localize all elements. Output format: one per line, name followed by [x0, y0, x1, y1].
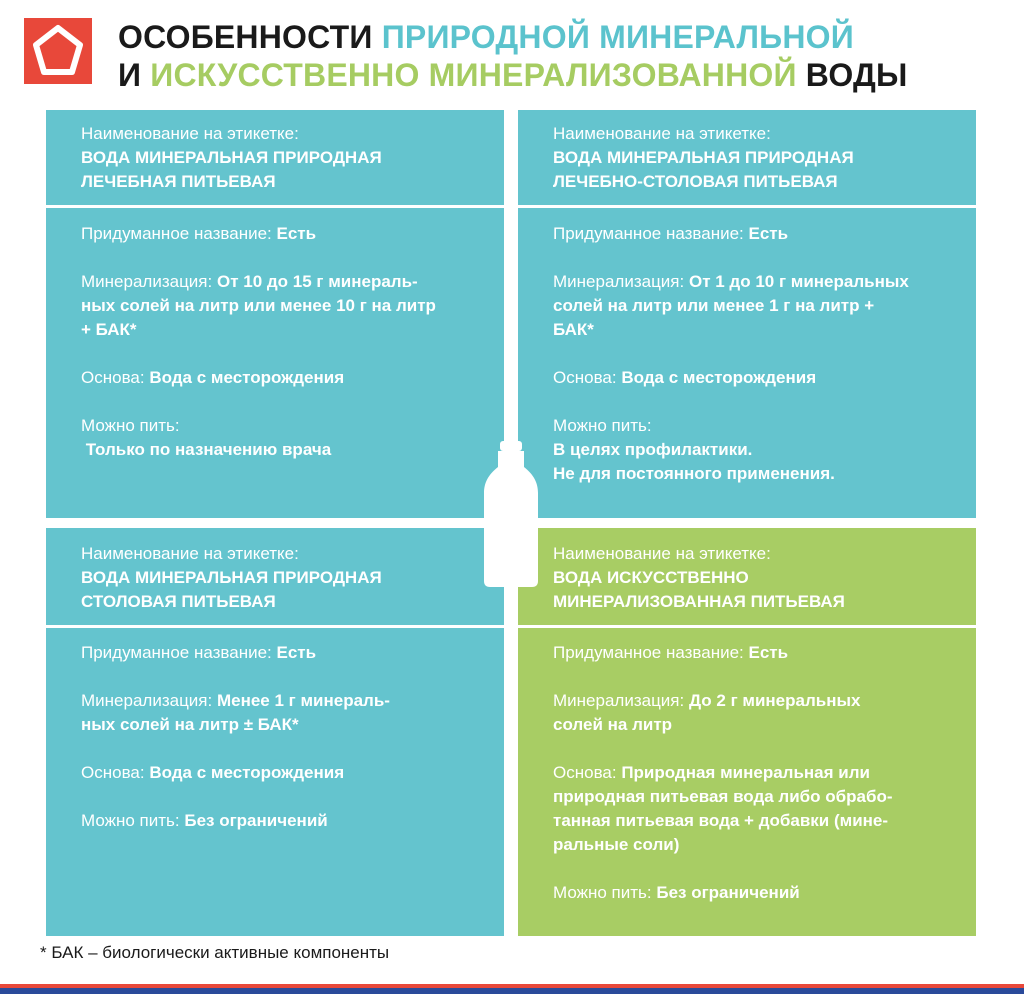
- base-value-cont: танная питьевая вода + добавки (мине-: [553, 811, 889, 830]
- base-label: Основа:: [553, 763, 622, 782]
- title-part: ВОДЫ: [796, 57, 908, 93]
- card-body: [46, 208, 504, 518]
- invented-name-value: Есть: [276, 224, 317, 243]
- base-value: Вода с месторождения: [149, 368, 345, 387]
- drink-label: Можно пить:: [81, 416, 180, 435]
- drink-label: Можно пить:: [81, 811, 185, 830]
- mineralization-value-cont: БАК*: [553, 320, 594, 339]
- bottom-stripe-blue: [0, 988, 1024, 994]
- logo: [24, 18, 92, 84]
- title-highlight-natural: ПРИРОДНОЙ МИНЕРАЛЬНОЙ: [381, 19, 854, 55]
- label-name-caption: Наименование на этикетке:: [81, 544, 299, 563]
- base-value: Природная минеральная или: [621, 763, 870, 782]
- invented-name-value: Есть: [748, 224, 789, 243]
- product-name-line1: ВОДА МИНЕРАЛЬНАЯ ПРИРОДНАЯ: [81, 148, 382, 167]
- invented-name-value: Есть: [748, 643, 789, 662]
- drink-value-cont: Не для постоянного применения.: [553, 464, 835, 483]
- card-header: [518, 110, 976, 208]
- card-body: [518, 208, 976, 518]
- pentagon-logo-icon: [24, 18, 92, 84]
- base-value-cont: природная питьевая вода либо обрабо-: [553, 787, 893, 806]
- drink-value: В целях профилактики.: [553, 440, 753, 459]
- product-name-line2: ЛЕЧЕБНАЯ ПИТЬЕВАЯ: [81, 172, 276, 191]
- label-name-caption: Наименование на этикетке:: [553, 544, 771, 563]
- label-name-caption: Наименование на этикетке:: [81, 124, 299, 143]
- mineralization-label: Минерализация:: [553, 272, 689, 291]
- card-body: [46, 628, 504, 936]
- drink-label: Можно пить:: [553, 883, 657, 902]
- invented-name-value: Есть: [276, 643, 317, 662]
- card-header: [518, 528, 976, 628]
- product-name-line1: ВОДА ИСКУССТВЕННО: [553, 568, 749, 587]
- base-label: Основа:: [81, 368, 150, 387]
- mineralization-value-cont: солей на литр: [553, 715, 673, 734]
- card-medical-water: [46, 110, 504, 518]
- mineralization-value: Менее 1 г минераль-: [216, 691, 390, 710]
- mineralization-label: Минерализация:: [81, 272, 217, 291]
- mineralization-value-cont: ных солей на литр или менее 10 г на литр: [81, 296, 436, 315]
- drink-label: Можно пить:: [553, 416, 652, 435]
- title-highlight-artificial: ИСКУССТВЕННО МИНЕРАЛИЗОВАННОЙ: [150, 57, 797, 93]
- invented-name-label: Придуманное название:: [81, 643, 277, 662]
- mineralization-value-cont: ных солей на литр ± БАК*: [81, 715, 299, 734]
- product-name-line2: ЛЕЧЕБНО-СТОЛОВАЯ ПИТЬЕВАЯ: [553, 172, 838, 191]
- product-name-line1: ВОДА МИНЕРАЛЬНАЯ ПРИРОДНАЯ: [553, 148, 854, 167]
- card-artificial-water: [518, 528, 976, 936]
- mineralization-value: От 1 до 10 г минеральных: [688, 272, 909, 291]
- mineralization-value-cont: + БАК*: [81, 320, 137, 339]
- mineralization-value: До 2 г минеральных: [688, 691, 861, 710]
- card-table-water: [46, 528, 504, 936]
- card-body: [518, 628, 976, 936]
- water-bottle-icon: [482, 441, 540, 587]
- base-label: Основа:: [553, 368, 622, 387]
- title-part: ОСОБЕННОСТИ: [118, 19, 382, 55]
- page-title: [118, 18, 998, 94]
- base-value: Вода с месторождения: [149, 763, 345, 782]
- base-value: Вода с месторождения: [621, 368, 817, 387]
- mineralization-value: От 10 до 15 г минераль-: [216, 272, 418, 291]
- drink-value: Без ограничений: [184, 811, 328, 830]
- title-part: И: [118, 57, 151, 93]
- base-label: Основа:: [81, 763, 150, 782]
- invented-name-label: Придуманное название:: [553, 224, 749, 243]
- invented-name-label: Придуманное название:: [81, 224, 277, 243]
- mineralization-label: Минерализация:: [81, 691, 217, 710]
- card-header: [46, 528, 504, 628]
- product-name-line2: СТОЛОВАЯ ПИТЬЕВАЯ: [81, 592, 276, 611]
- product-name-line2: МИНЕРАЛИЗОВАННАЯ ПИТЬЕВАЯ: [553, 592, 845, 611]
- drink-value: Без ограничений: [656, 883, 800, 902]
- invented-name-label: Придуманное название:: [553, 643, 749, 662]
- mineralization-value-cont: солей на литр или менее 1 г на литр +: [553, 296, 875, 315]
- label-name-caption: Наименование на этикетке:: [553, 124, 771, 143]
- card-header: [46, 110, 504, 208]
- mineralization-label: Минерализация:: [553, 691, 689, 710]
- card-medical-table-water: [518, 110, 976, 518]
- footnote: * БАК – биологически активные компоненты: [40, 943, 390, 962]
- drink-value: Только по назначению врача: [81, 440, 332, 459]
- product-name-line1: ВОДА МИНЕРАЛЬНАЯ ПРИРОДНАЯ: [81, 568, 382, 587]
- base-value-cont: ральные соли): [553, 835, 680, 854]
